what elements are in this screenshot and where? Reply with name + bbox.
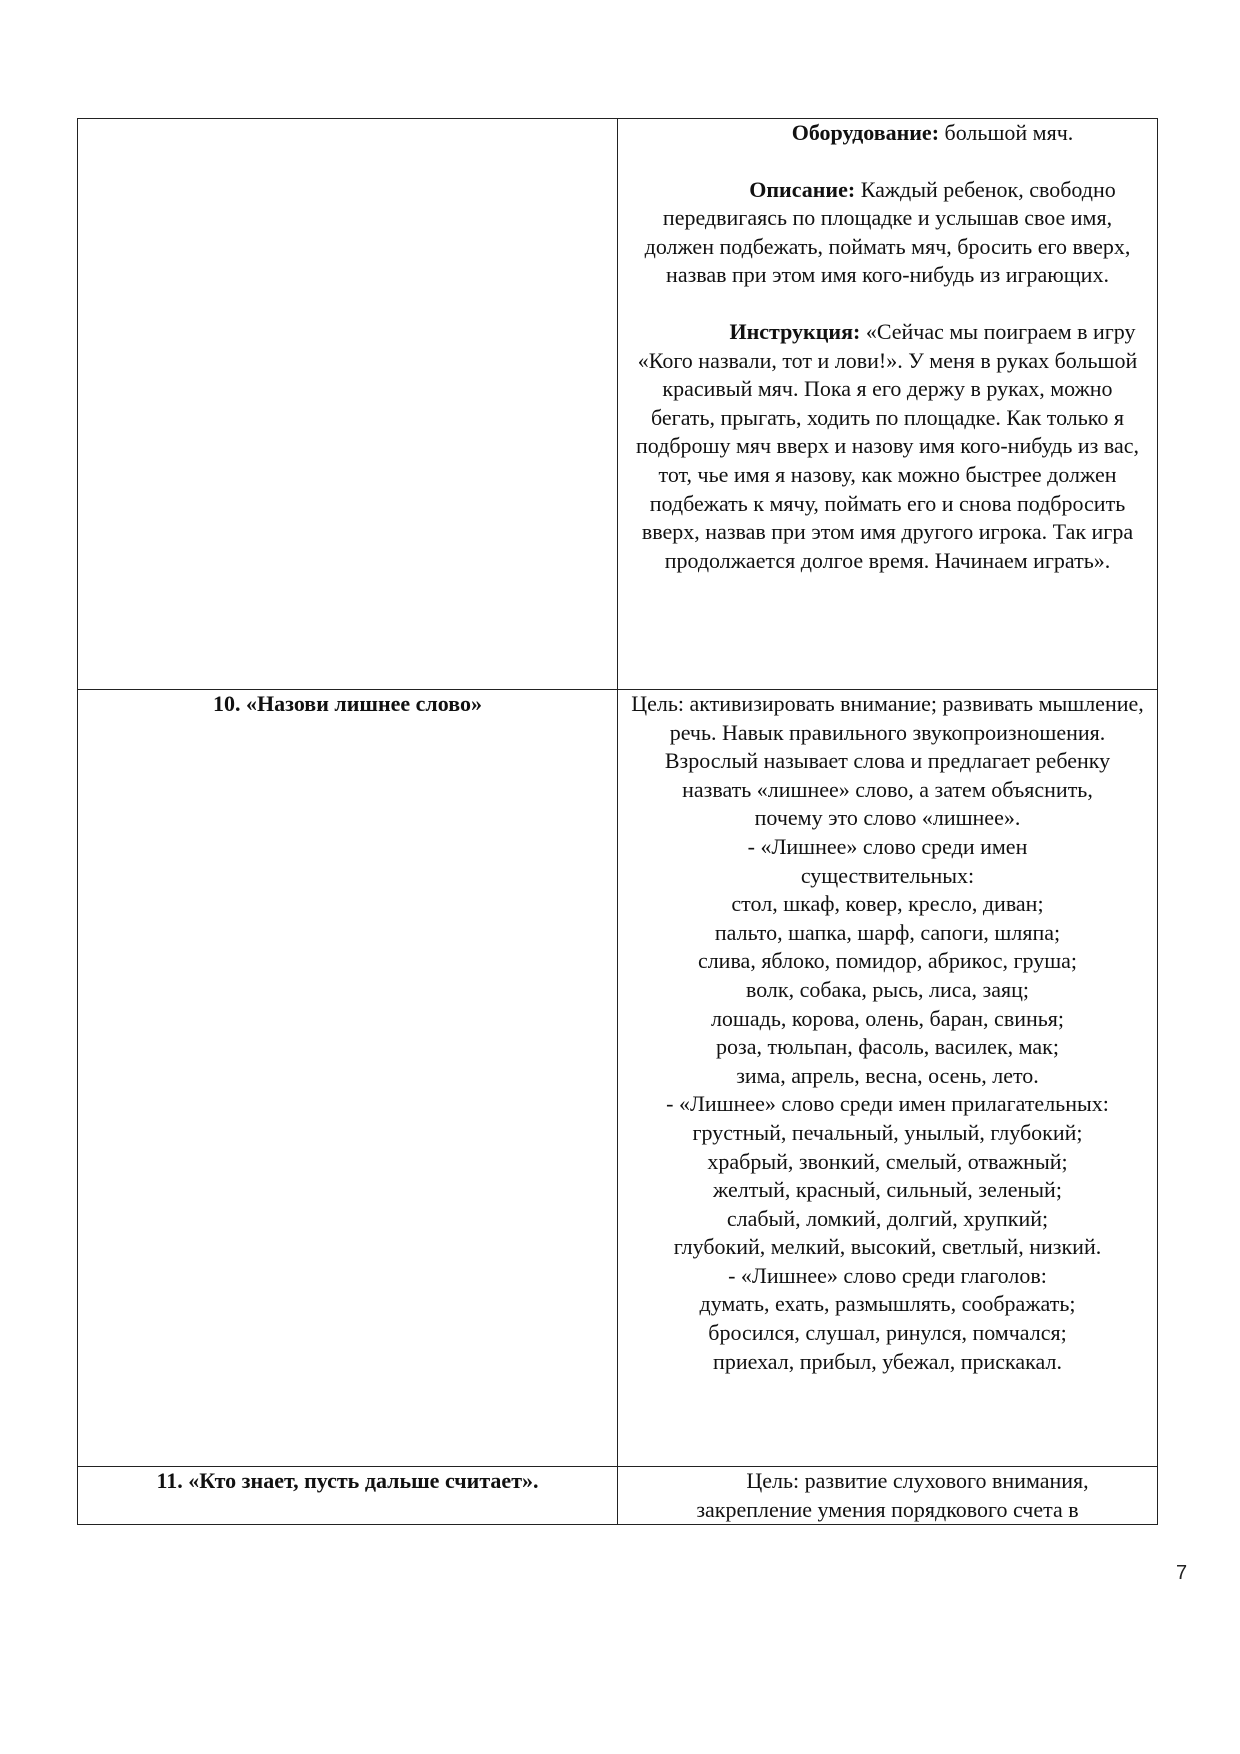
word-lists [630,747,1145,1376]
text-line: пальто, шапка, шарф, сапоги, шляпа; [714,919,1061,945]
table-row [78,1467,1158,1525]
game-title: 10. «Назови лишнее слово» [213,691,482,716]
page-number: 7 [1176,1562,1188,1584]
text-line: храбрый, звонкий, смелый, отважный; [707,1148,1068,1174]
instruction-label: Инструкция: [729,318,861,344]
text-line: слабый, ломкий, долгий, хрупкий; [726,1205,1049,1231]
text-line: слива, яблоко, помидор, абрикос, груша; [697,948,1078,974]
game-title: 11. «Кто знает, пусть дальше считает». [156,1468,539,1493]
game-title-cell [78,690,618,1467]
table-row [78,119,1158,690]
empty-game-cell [78,119,618,690]
goal-text: Цель: развитие слухового внимания, закрепление умения порядкового счета в [696,1468,1089,1522]
game-description-cell [618,1467,1158,1525]
text-line: зима, апрель, весна, осень, лето. [736,1062,1039,1088]
text-line: - «Лишнее» слово среди имен прилагательных: [666,1091,1109,1117]
text-line: существительных: [800,862,975,888]
text-line: желтый, красный, сильный, зеленый; [713,1177,1062,1203]
goal-paragraph: Цель: активизировать внимание; развивать мышление, речь. Навык правильного звукопроизношения. [631,691,1144,745]
text-line: почему это слово «лишнее». [754,805,1021,831]
description-label: Описание: [749,176,856,202]
text-line: роза, тюльпан, фасоль, василек, мак; [716,1034,1059,1060]
text-line: приехал, прибыл, убежал, прискакал. [713,1348,1062,1374]
game-description-cell [618,690,1158,1467]
game-description-cell [618,119,1158,690]
text-line: бросился, слушал, ринулся, помчался; [708,1320,1067,1346]
table-row [78,690,1158,1467]
instruction-paragraph [630,318,1145,575]
text-line: лошадь, корова, олень, баран, свинья; [710,1005,1065,1031]
text-line: волк, собака, рысь, лиса, заяц; [745,976,1030,1002]
equipment-text: большой мяч. [944,120,1074,145]
text-line: назвать «лишнее» слово, а затем объяснить, [682,776,1093,802]
description-text: Каждый ребенок, свободно передвигаясь по площадке и услышав свое имя, должен подбежать, поймать мяч, бросить его вверх, назвав при этом имя кого-нибудь из играющих. [644,176,1131,288]
game-title-cell [78,1467,618,1525]
description-paragraph [630,176,1145,290]
text-line: глубокий, мелкий, высокий, светлый, низкий. [673,1234,1102,1260]
equipment-paragraph [630,119,1145,148]
instruction-text: «Сейчас мы поиграем в игру «Кого назвали, тот и лови!». У меня в руках большой красивый мяч. Пока я его держу в руках, можно бегать, прыгать, ходить по площадке. Как только я подброшу мяч вверх и назову имя кого-нибудь из вас, тот, чье имя я назову, как можно быстрее должен подбежать к мячу, поймать его и снова подбросить вверх, назвав при этом имя другого игрока. Так игра продолжается долгое время. Начинаем играть». [635,318,1139,573]
goal-paragraph [630,1467,1145,1524]
text-line: - «Лишнее» слово среди имен [747,833,1028,859]
text-line: - «Лишнее» слово среди глаголов: [728,1262,1047,1288]
equipment-label: Оборудование: [791,120,940,145]
text-line: думать, ехать, размышлять, соображать; [699,1291,1076,1317]
text-line: Взрослый называет слова и предлагает ребенку [664,748,1111,774]
text-line: стол, шкаф, ковер, кресло, диван; [731,891,1044,917]
document-table [77,118,1158,1525]
text-line: грустный, печальный, унылый, глубокий; [692,1119,1083,1145]
